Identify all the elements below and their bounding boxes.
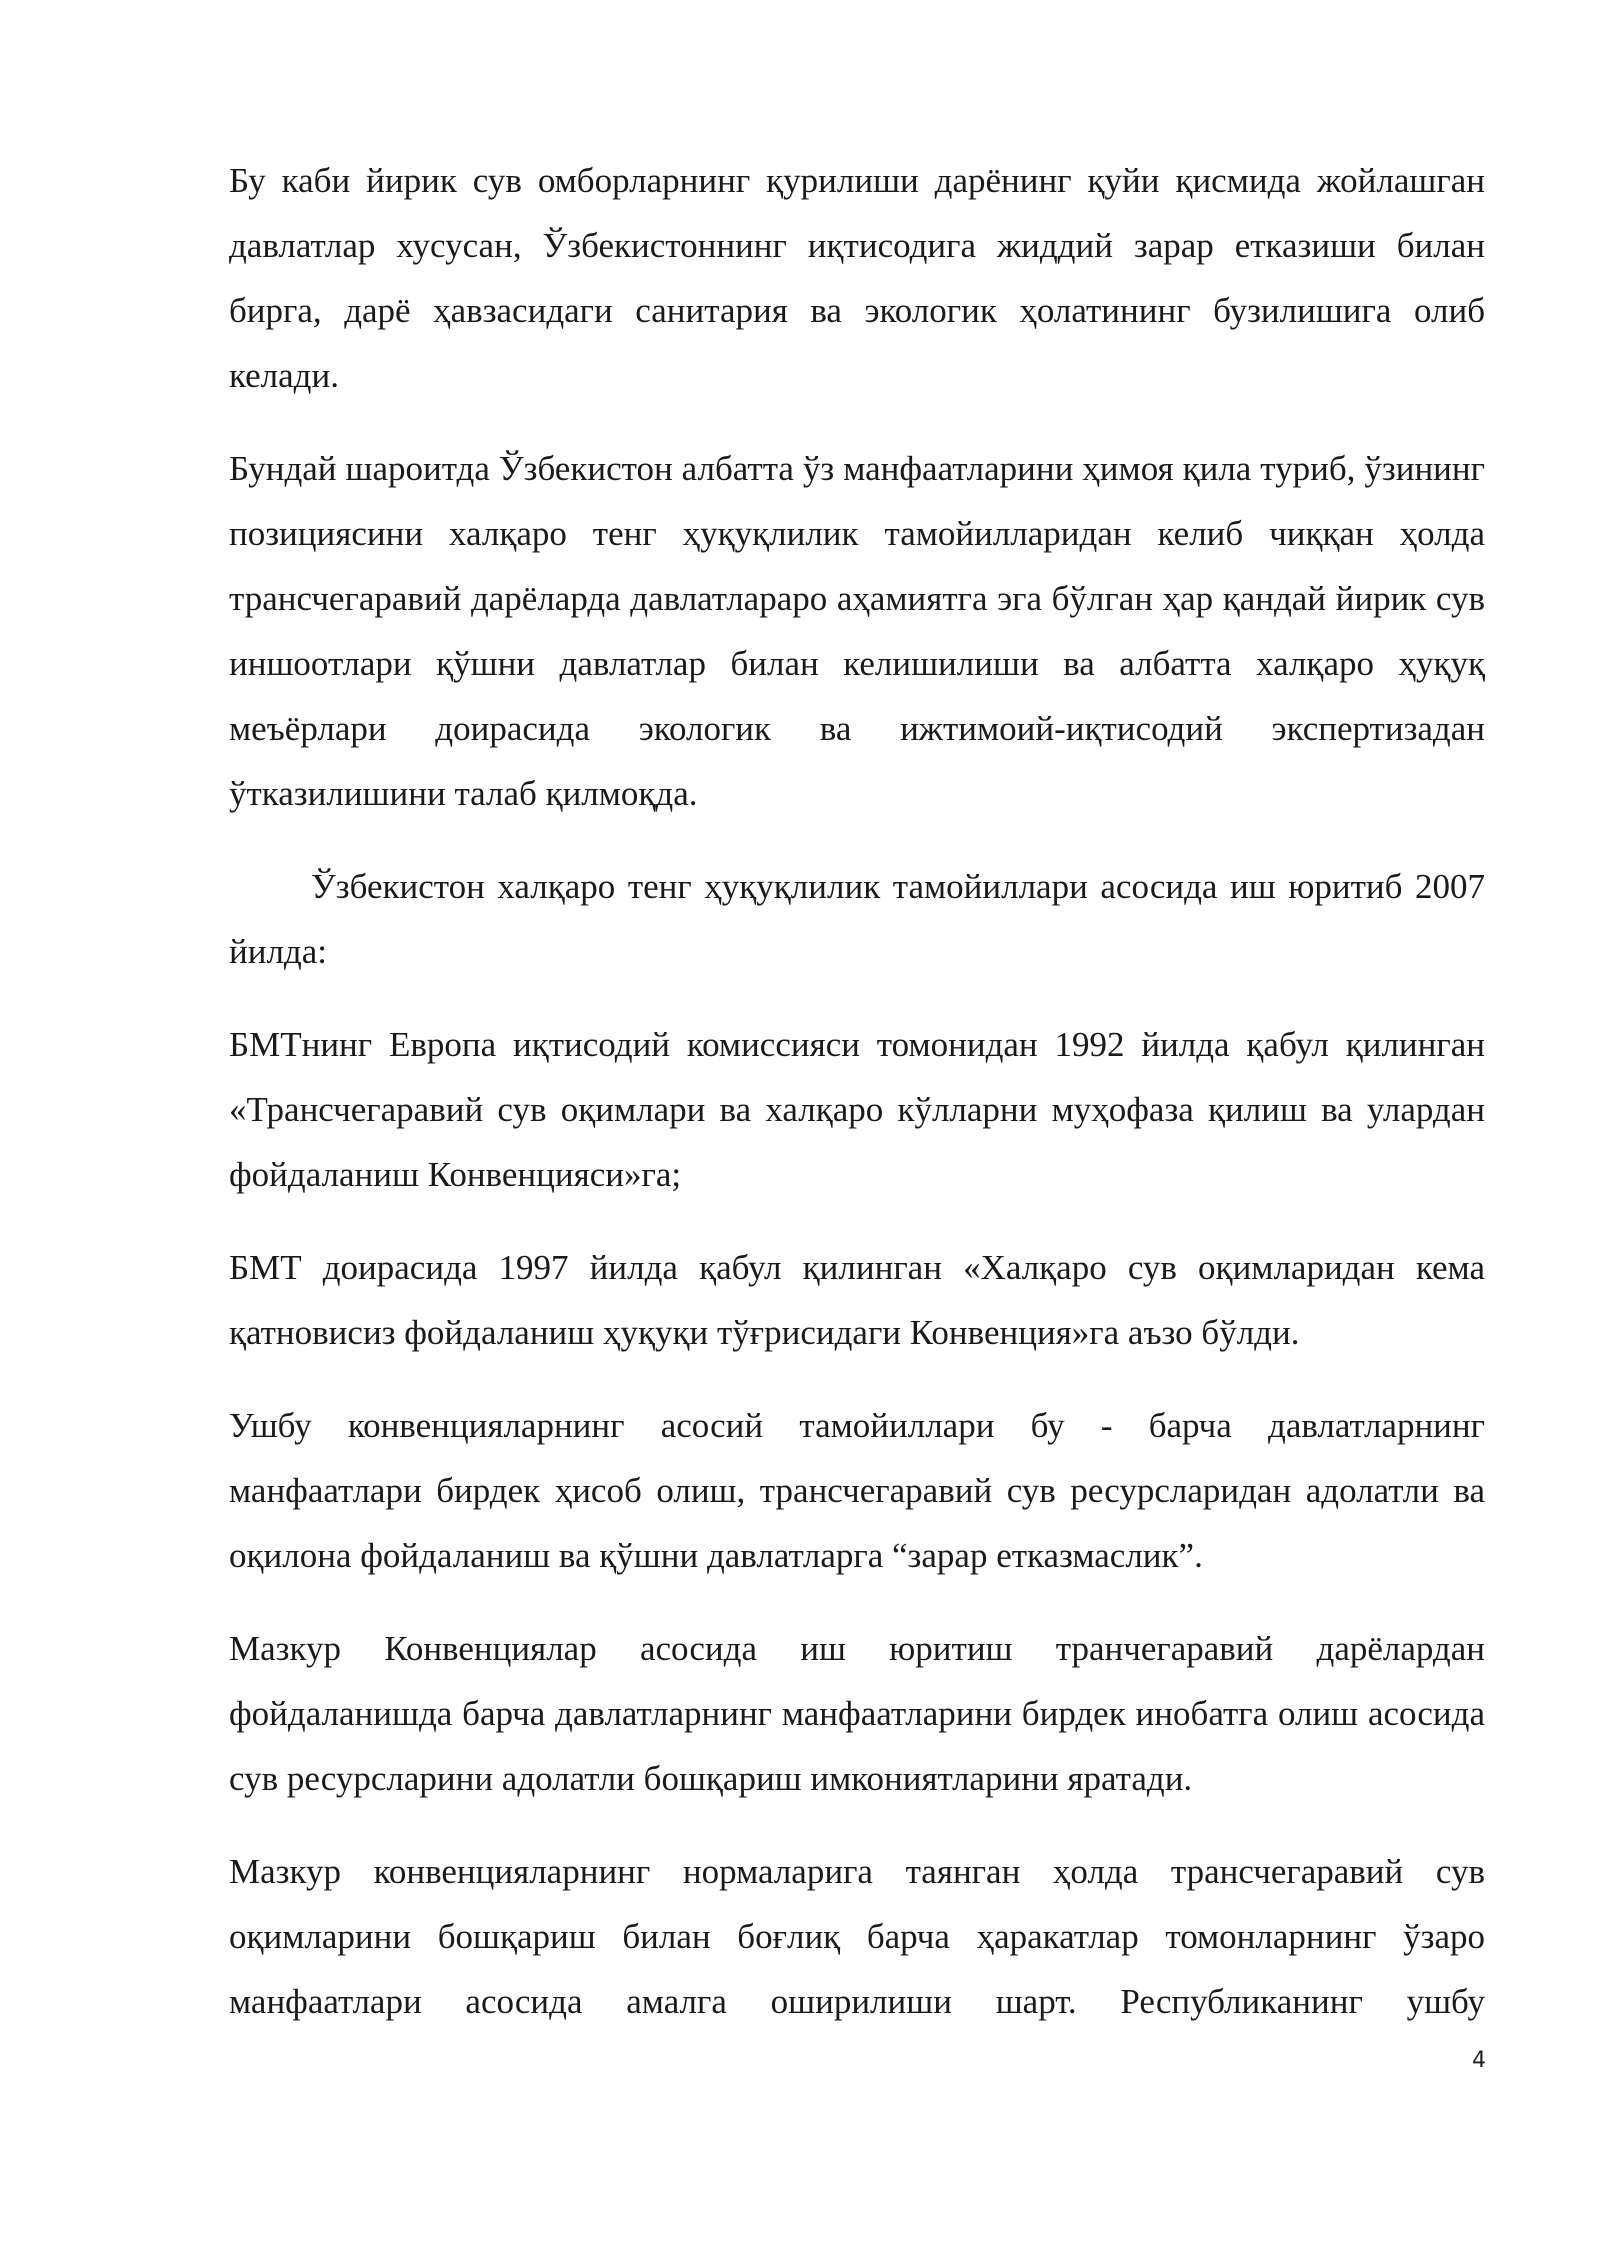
- paragraph-convention-norms: Мазкур конвенцияларнинг нормаларига таянган ҳолда трансчегаравий сув оқимларини бошқариш билан боғлиқ барча ҳаракатлар томонларнинг ўзаро манфаатлари асосида амалга оширилиши шарт. Республиканинг ушбу: [229, 1852, 1485, 2021]
- paragraph-un-1997-convention: БМТ доирасида 1997 йилда қабул қилинган «Халқаро сув оқимларидан кема қатновисиз фойдаланиш ҳуқуқи тўғрисидаги Конвенция»га аъзо бўлди.: [229, 1248, 1485, 1352]
- page-number: 4: [1472, 2048, 1486, 2073]
- paragraph-uzbekistan-position: Бундай шароитда Ўзбекистон албатта ўз манфаатларини ҳимоя қила туриб, ўзининг позициясини халқаро тенг ҳуқуқлилик тамойилларидан келиб чиққан ҳолда трансчегаравий дарёларда давлатлараро аҳамиятга эга бўлган ҳар қандай йирик сув иншоотлари қўшни давлатлар билан келишилиши ва албатта халқаро ҳуқуқ меъёрлари доирасида экологик ва ижтимоий-иқтисодий экспертизадан ўтказилишини талаб қилмоқда.: [229, 449, 1485, 813]
- paragraph-unece-convention: БМТнинг Европа иқтисодий комиссияси томонидан 1992 йилда қабул қилинган «Трансчегаравий сув оқимлари ва халқаро кўлларни муҳофаза қилиш ва улардан фойдаланиш Конвенцияси»га;: [229, 1025, 1485, 1194]
- paragraph-convention-principles: Ушбу конвенцияларнинг асосий тамойиллари бу - барча давлатларнинг манфаатлари бирдек ҳисоб олиш, трансчегаравий сув ресурсларидан адолатли ва оқилона фойдаланиш ва қўшни давлатларга “зарар етказмаслик”.: [229, 1406, 1485, 1575]
- paragraph-reservoirs: Бу каби йирик сув омборларнинг қурилиши дарёнинг қуйи қисмида жойлашган давлатлар хусусан, Ўзбекистоннинг иқтисодига жиддий зарар етказиши билан бирга, дарё ҳавзасидаги санитария ва экологик ҳолатининг бузилишига олиб келади.: [229, 161, 1485, 395]
- paragraph-convention-management: Мазкур Конвенциялар асосида иш юритиш транчегаравий дарёлардан фойдаланишда барча давлатларнинг манфаатларини бирдек инобатга олиш асосида сув ресурсларини адолатли бошқариш имкониятларини яратади.: [229, 1629, 1485, 1798]
- document-body: [229, 148, 1485, 2062]
- paragraph-2007-accession: Ўзбекистон халқаро тенг ҳуқуқлилик тамойиллари асосида иш юритиб 2007 йилда:: [229, 867, 1485, 971]
